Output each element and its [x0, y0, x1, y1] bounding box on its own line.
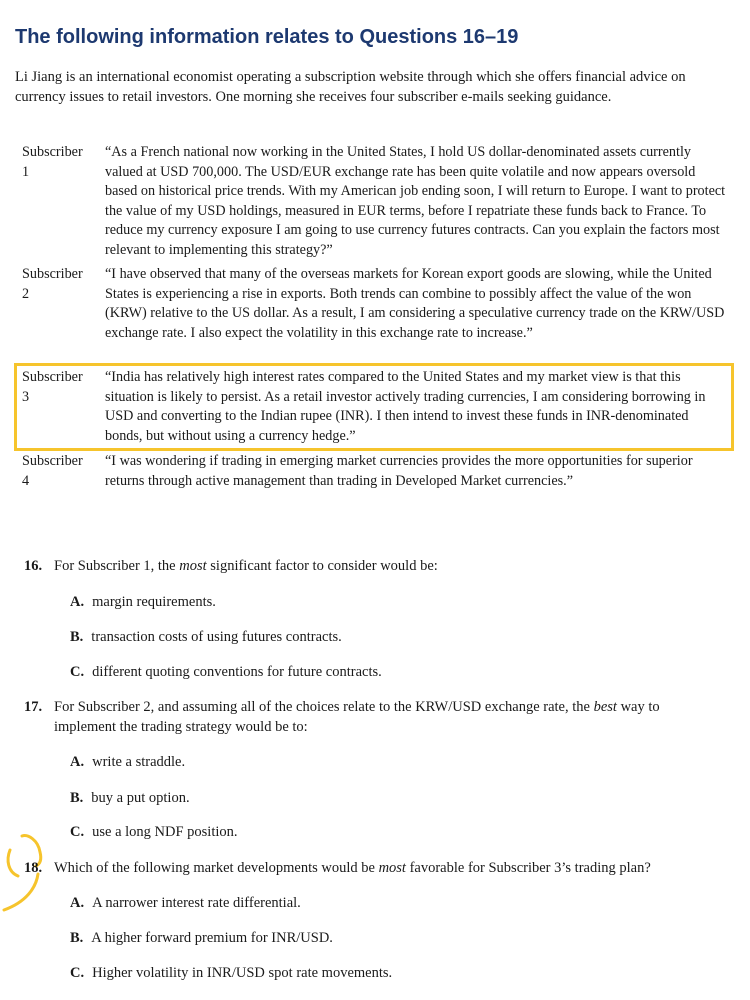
option-text: margin requirements.	[92, 594, 216, 610]
question-17	[24, 697, 714, 737]
q16-option-b[interactable]	[70, 627, 342, 647]
question-text	[54, 699, 660, 715]
q17-option-a[interactable]	[70, 752, 185, 772]
subscriber-number: 1	[22, 163, 30, 180]
question-number: 18.	[24, 860, 43, 876]
subscriber-label-text: Subscriber	[22, 369, 83, 385]
question-text-part: way to	[616, 699, 660, 715]
question-text	[54, 558, 438, 574]
option-text: different quoting conventions for future contracts.	[92, 664, 382, 680]
option-letter: A.	[70, 594, 85, 610]
option-text: transaction costs of using futures contracts.	[91, 629, 342, 645]
question-text-part: Which of the following market developments would be	[54, 860, 379, 876]
subscriber-2-label	[22, 265, 102, 304]
subscriber-2-message: “I have observed that many of the overseas markets for Korean export goods are slowing, while the United States is experiencing a rise in exports. Both trends can combine to possibly affect the value of the won (KRW) relative to the US dollar. As a result, I am considering a speculative currency trade on the KRW/USD exchange rate. I also expect the volatility in this exchange rate to increase.”	[105, 266, 725, 341]
question-text-part: For Subscriber 1, the	[54, 558, 180, 574]
subscriber-label-text: Subscriber	[22, 453, 83, 469]
question-text-line2: implement the trading strategy would be to:	[54, 719, 308, 735]
q18-option-c[interactable]	[70, 963, 392, 983]
option-letter: B.	[70, 790, 84, 806]
question-number: 16.	[24, 558, 43, 574]
question-emphasis: best	[593, 699, 617, 715]
subscriber-number: 2	[22, 285, 30, 302]
option-letter: C.	[70, 965, 85, 981]
question-16	[24, 556, 714, 576]
option-letter: B.	[70, 629, 84, 645]
option-letter: C.	[70, 664, 85, 680]
option-letter: C.	[70, 824, 85, 840]
option-text: A higher forward premium for INR/USD.	[91, 930, 333, 946]
option-text: Higher volatility in INR/USD spot rate movements.	[92, 965, 393, 981]
q16-option-c[interactable]	[70, 662, 382, 682]
question-number: 17.	[24, 699, 43, 715]
subscriber-number: 4	[22, 472, 30, 489]
subscriber-number: 3	[22, 388, 30, 405]
option-text: A narrower interest rate differential.	[92, 895, 301, 911]
option-text: write a straddle.	[92, 754, 186, 770]
question-text	[54, 860, 651, 876]
subscriber-4-message: “I was wondering if trading in emerging market currencies provides the more opportunities for superior returns through active management than trading in Developed Market currencies.”	[105, 453, 693, 489]
question-emphasis: most	[179, 558, 207, 574]
q17-option-b[interactable]	[70, 788, 190, 808]
q17-option-c[interactable]	[70, 822, 238, 842]
question-text-part: significant factor to consider would be:	[206, 558, 438, 574]
option-text: buy a put option.	[91, 790, 190, 806]
question-text-part: For Subscriber 2, and assuming all of the choices relate to the KRW/USD exchange rate, the	[54, 699, 594, 715]
intro-paragraph: Li Jiang is an international economist operating a subscription website through which she offers financial advice on currency issues to retail investors. One morning she receives four subscriber e-mails seeking guidance.	[15, 69, 686, 105]
subscriber-4-label	[22, 452, 102, 491]
question-text-part: favorable for Subscriber 3’s trading plan?	[405, 860, 651, 876]
subscriber-1-message: “As a French national now working in the United States, I hold US dollar-denominated assets currently valued at USD 700,000. The USD/EUR exchange rate has been quite volatile and now appears oversold based on historical price trends. With my American job ending soon, I will return to Europe. I want to protect the value of my USD holdings, measured in EUR terms, before I repatriate these funds back to France. To reduce my currency exposure I am going to use currency futures contracts. Can you explain the factors most relevant to implementing this strategy?”	[105, 144, 726, 258]
q18-option-a[interactable]	[70, 893, 301, 913]
q18-option-b[interactable]	[70, 928, 333, 948]
subscriber-3-message: “India has relatively high interest rates compared to the United States and my market view is that this situation is likely to persist. As a retail investor actively trading currencies, I am considering borrowing in USD and converting to the Indian rupee (INR). I then intend to invest these funds in INR-denominated bonds, but without using a currency hedge.”	[105, 369, 706, 444]
section-heading: The following information relates to Questions 16–19	[15, 26, 519, 48]
subscriber-label-text: Subscriber	[22, 266, 83, 282]
subscriber-3-label	[22, 368, 102, 407]
question-18	[24, 858, 714, 878]
q16-option-a[interactable]	[70, 592, 216, 612]
option-text: use a long NDF position.	[92, 824, 238, 840]
option-letter: B.	[70, 930, 84, 946]
option-letter: A.	[70, 895, 85, 911]
question-emphasis: most	[378, 860, 406, 876]
subscriber-1-label	[22, 143, 102, 182]
subscriber-label-text: Subscriber	[22, 144, 83, 160]
option-letter: A.	[70, 754, 85, 770]
